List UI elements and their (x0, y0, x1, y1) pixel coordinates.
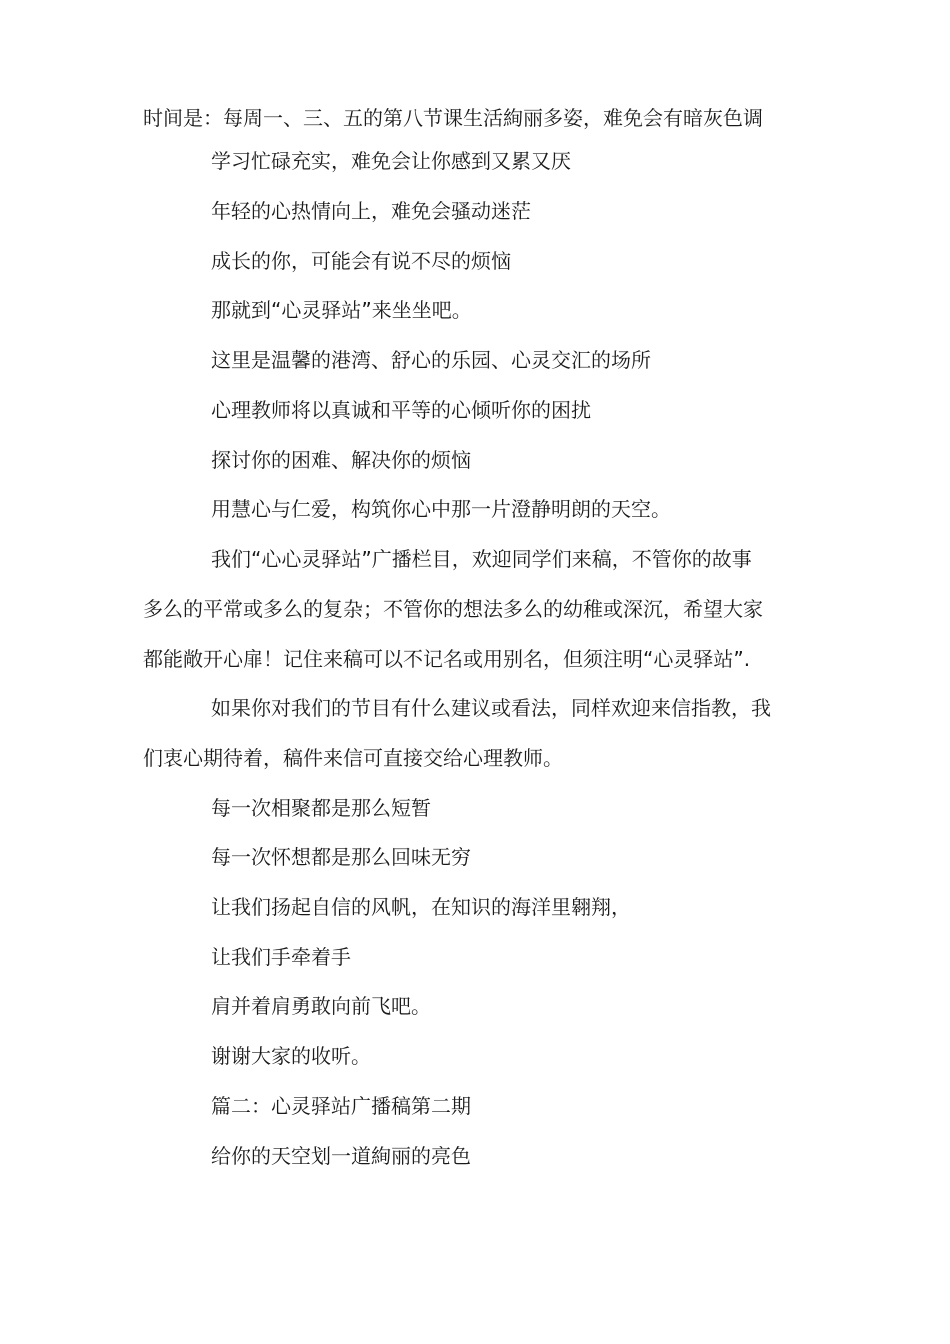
text-line: 如果你对我们的节目有什么建议或看法，同样欢迎来信指教，我 (211, 696, 771, 720)
text-line: 都能敞开心扉！记住来稿可以不记名或用别名，但须注明“心灵驿站”. (143, 647, 751, 671)
text-line: 肩并着肩勇敢向前飞吧。 (211, 994, 431, 1018)
text-line: 时间是：每周一、三、五的第八节课生活絢丽多姿，难免会有暗灰色调 (143, 106, 763, 130)
text-line: 年轻的心热情向上，难免会骚动迷茫 (211, 199, 531, 223)
text-line: 们衷心期待着，稿件来信可直接交给心理教师。 (143, 746, 563, 770)
text-line: 那就到“心灵驿站”来坐坐吧。 (211, 298, 472, 322)
section-heading: 篇二：心灵驿站广播稿第二期 (211, 1094, 471, 1118)
text-line: 学习忙碌充实，难免会让你感到又累又厌 (211, 149, 571, 173)
text-line: 这里是温馨的港湾、舒心的乐园、心灵交汇的场所 (211, 348, 651, 372)
text-line: 我们“心心灵驿站”广播栏目，欢迎同学们来稿，不管你的故事 (211, 547, 752, 571)
text-line: 每一次怀想都是那么回味无穷 (211, 845, 471, 869)
text-line: 谢谢大家的收听。 (211, 1044, 371, 1068)
text-line: 每一次相聚都是那么短暂 (211, 796, 431, 820)
text-line: 心理教师将以真诚和平等的心倾听你的困扰 (211, 398, 591, 422)
text-line: 用慧心与仁爱，构筑你心中那一片澄静明朗的天空。 (211, 497, 671, 521)
text-line: 让我们手牵着手 (211, 945, 351, 969)
text-line: 给你的天空划一道絢丽的亮色 (211, 1144, 471, 1168)
text-line: 多么的平常或多么的复杂；不管你的想法多么的幼稚或深沉，希望大家 (143, 597, 763, 621)
text-line: 探讨你的困难、解决你的烦恼 (211, 448, 471, 472)
text-line: 让我们扬起自信的风帆，在知识的海洋里翱翔， (211, 895, 631, 919)
text-line: 成长的你，可能会有说不尽的烦恼 (211, 249, 511, 273)
